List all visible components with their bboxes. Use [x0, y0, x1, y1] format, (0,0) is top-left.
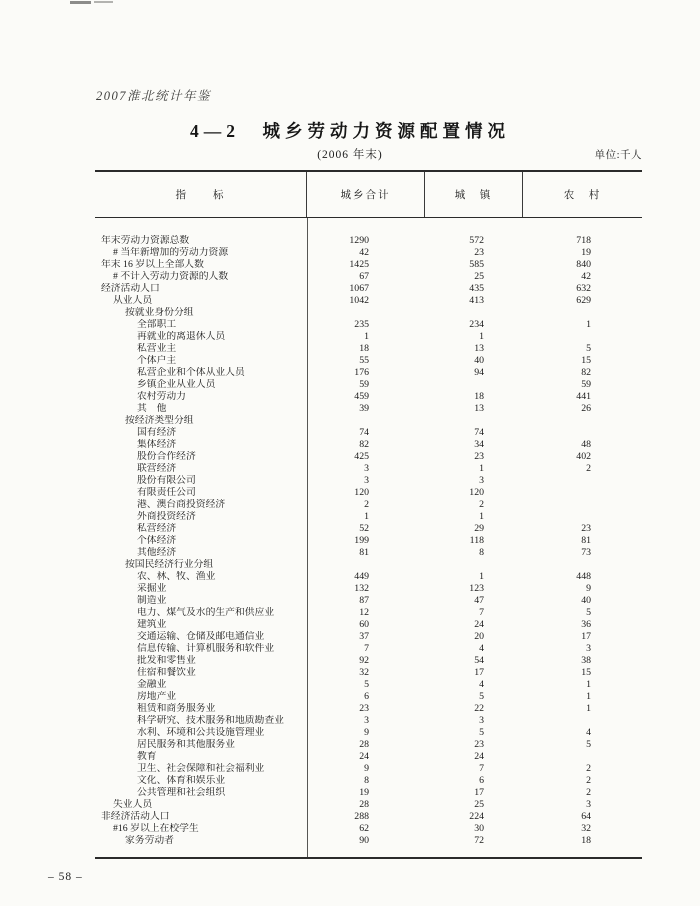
table-row [95, 283, 642, 295]
row-label: 卫生、社会保障和社会福利业 [137, 763, 265, 774]
row-rural: 73 [581, 547, 591, 558]
table-row [95, 631, 642, 643]
row-rural [523, 307, 642, 319]
row-urban: 7 [479, 763, 484, 774]
row-rural [523, 427, 642, 439]
row-urban: 224 [469, 811, 484, 822]
row-urban: 24 [474, 751, 484, 762]
row-urban: 1 [479, 463, 484, 474]
row-urban: 25 [474, 271, 484, 282]
row-total: 18 [359, 343, 369, 354]
row-total: 1290 [349, 235, 369, 246]
row-urban: 23 [474, 247, 484, 258]
row-total: 9 [364, 763, 369, 774]
row-label: 其他经济 [137, 547, 177, 558]
yearbook-header: 2007淮北统计年鉴 [96, 89, 212, 103]
row-label: 联营经济 [137, 463, 177, 474]
table-row [95, 523, 642, 535]
row-urban: 13 [474, 343, 484, 354]
row-urban: 72 [474, 835, 484, 846]
table-row [95, 535, 642, 547]
row-urban: 2 [479, 499, 484, 510]
table-row [95, 319, 642, 331]
row-total: 7 [364, 643, 369, 654]
table-row [95, 355, 642, 367]
row-urban: 7 [479, 607, 484, 618]
row-label: 水利、环境和公共设施管理业 [137, 727, 265, 738]
page-number: – 58 – [48, 871, 83, 883]
row-label: # 不计入劳动力资源的人数 [113, 271, 229, 282]
row-urban: 413 [469, 295, 484, 306]
row-total: 23 [359, 703, 369, 714]
row-total [307, 559, 425, 571]
row-total: 8 [364, 775, 369, 786]
row-total: 59 [359, 379, 369, 390]
row-rural [523, 715, 642, 727]
row-rural: 15 [581, 355, 591, 366]
row-label: 股份有限公司 [137, 475, 196, 486]
row-rural: 42 [581, 271, 591, 282]
row-label: 国有经济 [137, 427, 177, 438]
table-row [95, 571, 642, 583]
row-total: 288 [354, 811, 369, 822]
row-urban: 23 [474, 451, 484, 462]
row-rural: 629 [576, 295, 591, 306]
row-urban: 22 [474, 703, 484, 714]
row-urban [425, 415, 523, 427]
table-row [95, 547, 642, 559]
table-row [95, 763, 642, 775]
row-label: 按就业身份分组 [125, 307, 194, 318]
row-urban: 13 [474, 403, 484, 414]
table-row [95, 235, 642, 247]
table-row [95, 451, 642, 463]
table-row [95, 259, 642, 271]
row-total: 1 [364, 511, 369, 522]
row-urban: 23 [474, 739, 484, 750]
row-rural [523, 499, 642, 511]
row-urban: 34 [474, 439, 484, 450]
row-urban: 1 [479, 331, 484, 342]
row-rural [523, 511, 642, 523]
row-label: 年末劳动力资源总数 [101, 235, 190, 246]
row-rural: 5 [586, 343, 591, 354]
table-row [95, 655, 642, 667]
row-total: 1042 [349, 295, 369, 306]
table-row [95, 403, 642, 415]
row-label: 乡镇企业从业人员 [137, 379, 216, 390]
row-rural: 36 [581, 619, 591, 630]
table-row [95, 415, 642, 427]
row-label: 非经济活动人口 [101, 811, 170, 822]
row-label: 教育 [137, 751, 157, 762]
row-urban: 20 [474, 631, 484, 642]
row-label: 信息传输、计算机服务和软件业 [137, 643, 275, 654]
row-urban: 17 [474, 667, 484, 678]
row-rural: 59 [581, 379, 591, 390]
row-urban: 5 [479, 727, 484, 738]
row-label: 港、澳台商投资经济 [137, 499, 226, 510]
row-total: 1 [364, 331, 369, 342]
row-label: 电力、煤气及水的生产和供应业 [137, 607, 275, 618]
row-label: 文化、体育和娱乐业 [137, 775, 226, 786]
table-row [95, 823, 642, 835]
row-label: 失业人员 [113, 799, 153, 810]
row-rural: 5 [586, 739, 591, 750]
row-total: 132 [354, 583, 369, 594]
row-rural: 632 [576, 283, 591, 294]
row-label: 私营经济 [137, 523, 177, 534]
row-label: 建筑业 [137, 619, 167, 630]
row-urban: 29 [474, 523, 484, 534]
row-rural: 2 [586, 775, 591, 786]
row-rural: 26 [581, 403, 591, 414]
row-rural: 23 [581, 523, 591, 534]
table-row [95, 487, 642, 499]
table-row [95, 379, 642, 391]
row-total: 42 [359, 247, 369, 258]
row-rural: 840 [576, 259, 591, 270]
table-row [95, 391, 642, 403]
row-total: 12 [359, 607, 369, 618]
row-label: 公共管理和社会组织 [137, 787, 226, 798]
row-total: 6 [364, 691, 369, 702]
row-rural: 3 [586, 799, 591, 810]
table-row [95, 667, 642, 679]
row-urban: 47 [474, 595, 484, 606]
table-row [95, 775, 642, 787]
table-row [95, 619, 642, 631]
row-urban: 6 [479, 775, 484, 786]
row-total: 459 [354, 391, 369, 402]
row-urban: 4 [479, 643, 484, 654]
row-label: 私营企业和个体从业人员 [137, 367, 245, 378]
row-urban: 17 [474, 787, 484, 798]
row-label: 年末 16 岁以上全部人数 [101, 259, 204, 270]
row-urban: 3 [479, 715, 484, 726]
table-row [95, 343, 642, 355]
row-label: 采掘业 [137, 583, 167, 594]
row-label: 农、林、牧、渔业 [137, 571, 216, 582]
row-label: 科学研究、技术服务和地质勘查业 [137, 715, 284, 726]
row-total: 3 [364, 463, 369, 474]
unit-label: 单位:千人 [594, 150, 642, 161]
row-total: 37 [359, 631, 369, 642]
row-label: 集体经济 [137, 439, 177, 450]
row-rural: 1 [586, 691, 591, 702]
row-label: 再就业的离退休人员 [137, 331, 226, 342]
row-label: 个体经济 [137, 535, 177, 546]
table-row [95, 367, 642, 379]
row-total: 82 [359, 439, 369, 450]
row-urban: 5 [479, 691, 484, 702]
row-rural: 402 [576, 451, 591, 462]
row-urban: 54 [474, 655, 484, 666]
row-rural: 9 [586, 583, 591, 594]
table-row [95, 511, 642, 523]
row-total: 449 [354, 571, 369, 582]
table-row [95, 439, 642, 451]
page-subtitle: (2006 年末) [317, 149, 383, 161]
row-rural: 82 [581, 367, 591, 378]
row-total: 32 [359, 667, 369, 678]
row-total: 9 [364, 727, 369, 738]
row-label: 农村劳动力 [137, 391, 186, 402]
row-rural: 18 [581, 835, 591, 846]
row-total: 5 [364, 679, 369, 690]
table-row [95, 607, 642, 619]
row-total: 52 [359, 523, 369, 534]
row-total: 62 [359, 823, 369, 834]
table-row [95, 583, 642, 595]
statistics-table [95, 170, 642, 859]
table-row [95, 787, 642, 799]
row-rural: 441 [576, 391, 591, 402]
row-label: 其 他 [137, 403, 167, 414]
table-row [95, 739, 642, 751]
row-total: 81 [359, 547, 369, 558]
row-total: 3 [364, 475, 369, 486]
table-row [95, 463, 642, 475]
row-rural: 40 [581, 595, 591, 606]
row-rural: 5 [586, 607, 591, 618]
row-total: 24 [359, 751, 369, 762]
row-rural: 2 [586, 763, 591, 774]
row-label: #16 岁以上在校学生 [113, 823, 199, 834]
row-label: 经济活动人口 [101, 283, 160, 294]
row-urban: 8 [479, 547, 484, 558]
row-urban: 234 [469, 319, 484, 330]
table-row [95, 247, 642, 259]
row-urban: 120 [469, 487, 484, 498]
row-total: 235 [354, 319, 369, 330]
table-row [95, 559, 642, 571]
row-total: 3 [364, 715, 369, 726]
table-row [95, 691, 642, 703]
row-total [307, 415, 425, 427]
row-rural: 2 [586, 787, 591, 798]
table-row [95, 295, 642, 307]
row-total: 19 [359, 787, 369, 798]
table-row [95, 703, 642, 715]
table-row [95, 715, 642, 727]
table-row [95, 331, 642, 343]
row-urban: 94 [474, 367, 484, 378]
column-header-rural: 农 村 [563, 190, 602, 201]
row-urban: 24 [474, 619, 484, 630]
table-row [95, 307, 642, 319]
row-rural: 1 [586, 679, 591, 690]
row-urban: 1 [479, 511, 484, 522]
row-total: 55 [359, 355, 369, 366]
row-total: 199 [354, 535, 369, 546]
table-row [95, 643, 642, 655]
row-label: 批发和零售业 [137, 655, 196, 666]
row-total: 2 [364, 499, 369, 510]
row-urban: 3 [479, 475, 484, 486]
row-urban [425, 559, 523, 571]
row-total: 425 [354, 451, 369, 462]
table-row [95, 595, 642, 607]
row-rural: 81 [581, 535, 591, 546]
row-rural: 2 [586, 463, 591, 474]
row-urban: 585 [469, 259, 484, 270]
row-urban: 18 [474, 391, 484, 402]
row-label: 从业人员 [113, 295, 153, 306]
row-label: 个体户主 [137, 355, 177, 366]
row-rural: 64 [581, 811, 591, 822]
row-urban: 572 [469, 235, 484, 246]
row-urban: 40 [474, 355, 484, 366]
row-label: 租赁和商务服务业 [137, 703, 216, 714]
row-label: 交通运输、仓储及邮电通信业 [137, 631, 265, 642]
row-urban: 4 [479, 679, 484, 690]
row-label: 有限责任公司 [137, 487, 196, 498]
row-urban: 30 [474, 823, 484, 834]
row-rural: 19 [581, 247, 591, 258]
table-row [95, 727, 642, 739]
row-urban: 74 [474, 427, 484, 438]
row-label: 按国民经济行业分组 [125, 559, 214, 570]
row-total: 1067 [349, 283, 369, 294]
row-urban: 123 [469, 583, 484, 594]
row-rural: 718 [576, 235, 591, 246]
row-rural: 448 [576, 571, 591, 582]
row-urban: 1 [479, 571, 484, 582]
row-total: 28 [359, 799, 369, 810]
row-total: 1425 [349, 259, 369, 270]
row-total: 74 [359, 427, 369, 438]
row-total: 90 [359, 835, 369, 846]
row-label: 按经济类型分组 [125, 415, 194, 426]
column-header-indicator: 指 标 [95, 172, 307, 217]
row-label: 住宿和餐饮业 [137, 667, 196, 678]
row-rural [523, 415, 642, 427]
row-label: 全部职工 [137, 319, 177, 330]
row-urban [425, 307, 523, 319]
row-rural: 4 [586, 727, 591, 738]
table-body-rows [95, 218, 642, 859]
column-header-total: 城乡合计 [307, 172, 425, 217]
row-rural: 1 [586, 703, 591, 714]
row-total [307, 307, 425, 319]
row-total: 60 [359, 619, 369, 630]
row-urban: 435 [469, 283, 484, 294]
table-row [95, 799, 642, 811]
row-rural: 3 [586, 643, 591, 654]
row-rural [523, 475, 642, 487]
row-urban: 25 [474, 799, 484, 810]
row-label: # 当年新增加的劳动力资源 [113, 247, 229, 258]
row-total: 92 [359, 655, 369, 666]
row-rural: 15 [581, 667, 591, 678]
row-total: 176 [354, 367, 369, 378]
table-row [95, 679, 642, 691]
row-label: 制造业 [137, 595, 167, 606]
row-label: 居民服务和其他服务业 [137, 739, 235, 750]
table-row [95, 835, 642, 847]
row-label: 外商投资经济 [137, 511, 196, 522]
scan-artifact-mark [94, 1, 113, 3]
row-total: 67 [359, 271, 369, 282]
column-header-urban: 城 镇 [425, 172, 523, 217]
row-rural [523, 487, 642, 499]
row-urban: 118 [469, 535, 484, 546]
table-header-row [95, 170, 642, 218]
row-rural: 48 [581, 439, 591, 450]
table-row [95, 271, 642, 283]
row-urban [425, 379, 523, 391]
row-rural: 32 [581, 823, 591, 834]
table-row [95, 499, 642, 511]
row-total: 87 [359, 595, 369, 606]
row-total: 28 [359, 739, 369, 750]
row-label: 金融业 [137, 679, 167, 690]
row-label: 家务劳动者 [125, 835, 174, 846]
table-row [95, 475, 642, 487]
row-rural [523, 331, 642, 343]
row-label: 私营业主 [137, 343, 177, 354]
row-rural [523, 751, 642, 763]
row-total: 120 [354, 487, 369, 498]
row-rural: 38 [581, 655, 591, 666]
table-row [95, 427, 642, 439]
table-row [95, 751, 642, 763]
row-label: 房地产业 [137, 691, 177, 702]
row-rural [523, 559, 642, 571]
scan-artifact-mark [70, 1, 91, 4]
row-total: 39 [359, 403, 369, 414]
row-rural: 1 [586, 319, 591, 330]
table-row [95, 811, 642, 823]
page-title: 4—2 城乡劳动力资源配置情况 [190, 121, 510, 141]
row-label: 股份合作经济 [137, 451, 196, 462]
row-rural: 17 [581, 631, 591, 642]
